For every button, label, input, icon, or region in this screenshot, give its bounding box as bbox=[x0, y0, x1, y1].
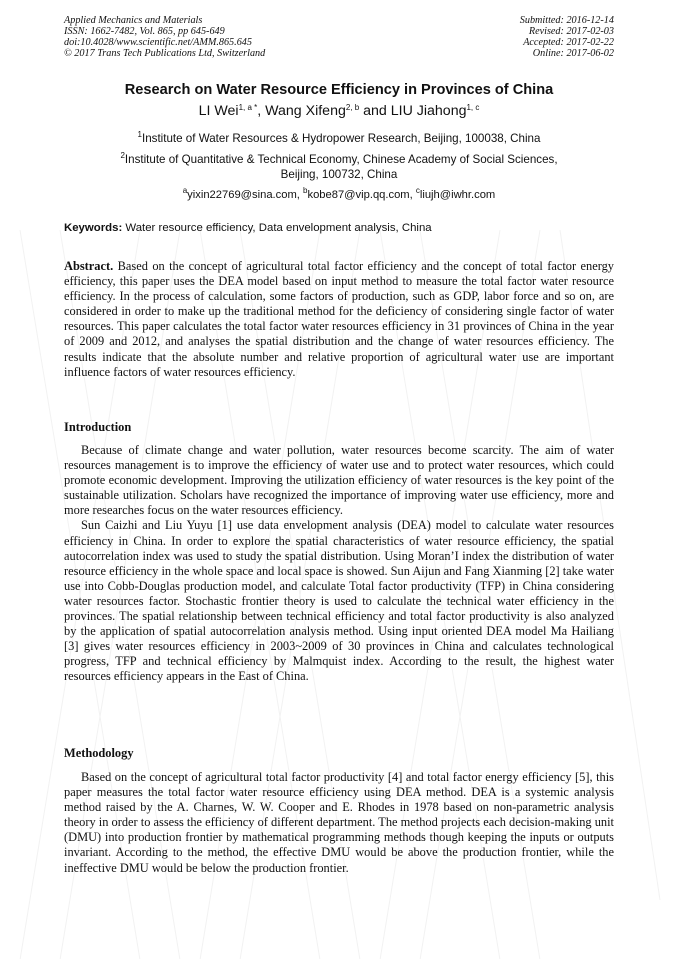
journal-name: Applied Mechanics and Materials bbox=[64, 15, 203, 26]
online-date: Online: 2017-06-02 bbox=[532, 48, 614, 59]
affiliation-2 bbox=[0, 152, 678, 182]
author-separator: and bbox=[359, 103, 391, 119]
author-separator: , bbox=[257, 103, 266, 119]
paper-title: Research on Water Resource Efficiency in Provinces of China bbox=[124, 82, 554, 98]
email-separator: , bbox=[296, 189, 304, 201]
revised-date: Revised: 2017-02-03 bbox=[528, 26, 614, 37]
abstract bbox=[64, 259, 614, 380]
author-superscript: 1, a * bbox=[238, 103, 258, 112]
section-heading-methodology: Methodology bbox=[64, 746, 134, 760]
affiliation-text: Beijing, 100732, China bbox=[280, 168, 398, 181]
abstract-label: Abstract. bbox=[64, 259, 114, 273]
journal-info bbox=[64, 15, 265, 59]
email-separator: , bbox=[409, 189, 416, 201]
keywords-line bbox=[64, 222, 624, 234]
keywords-text: Water resource efficiency, Data envelopment analysis, China bbox=[122, 222, 432, 234]
submitted-date: Submitted: 2016-12-14 bbox=[519, 15, 614, 26]
author-superscript: 2, b bbox=[345, 103, 360, 112]
author-name: LIU Jiahong bbox=[390, 103, 467, 119]
affiliation-1 bbox=[0, 131, 678, 146]
methodology-body bbox=[64, 770, 614, 876]
accepted-date: Accepted: 2017-02-22 bbox=[523, 37, 614, 48]
affiliation-text: Institute of Quantitative & Technical Economy, Chinese Academy of Social Sciences, bbox=[124, 153, 558, 166]
doi-line: doi:10.4028/www.scientific.net/AMM.865.645 bbox=[64, 37, 252, 48]
issn-line: ISSN: 1662-7482, Vol. 865, pp 645-649 bbox=[64, 26, 225, 37]
paragraph: Based on the concept of agricultural total factor productivity [4] and total factor energy efficiency [5], this paper measures the total factor water resource efficiency using DEA method. DEA is a systemic analysis method raised by the A. Charnes, W. W. Cooper and E. Rhodes in 1978 based on non-parametric analysis theory in order to assess the efficiency of different department. The method projects each decision-making unit (DMU) into production frontier by mathematical programming methods though keeping the inputs or outputs invariant. According to the method, the effective DMU would be above the production frontier, while the ineffective DMU would be below the production frontier. bbox=[64, 770, 614, 875]
author-superscript: 1, c bbox=[466, 103, 480, 112]
email-address[interactable]: liujh@iwhr.com bbox=[419, 189, 496, 201]
section-heading-introduction: Introduction bbox=[64, 420, 132, 434]
author-name: Wang Xifeng bbox=[265, 103, 346, 119]
affiliation-marker: 1 bbox=[137, 130, 142, 139]
abstract-text: Based on the concept of agricultural total factor efficiency and the concept of total factor energy efficiency, this paper uses the DEA model based on input method to measure the total factor water resource efficiency. In the process of calculation, some factors of production, such as GDP, labor force and so on, are considered in order to make up the traditional method for the deficiency of considering single factor of water resources. This paper calculates the total factor water resources efficiency in 31 provinces of China in the year of 2009 and 2012, and analyses the spatial distribution and the change of water resources efficiency. The results indicate that the absolute number and relative proportion of agricultural water use are important influence factors of water resources efficiency. bbox=[64, 259, 614, 379]
email-address[interactable]: kobe87@vip.qq.com bbox=[307, 189, 410, 201]
email-address[interactable]: yixin22769@sina.com bbox=[187, 189, 297, 201]
paragraph: Sun Caizhi and Liu Yuyu [1] use data envelopment analysis (DEA) model to calculate water resources efficiency in China. In order to explore the spatial characteristics of water resource efficiency, the spatial autocorrelation index was used to study the spatial distribution. Using Moran’I index the distribution of water resource efficiency in the whole space and local space is showed. Sun Aijun and Fang Xianming [2] take water use into Cobb-Douglas production model, and calculate Total factor productivity (TFP) in China considering water resources factor. Stochastic frontier theory is used to calculate the technical water efficiency in the provinces. The spatial relationship between technical efficiency and total factor productivity is also analyzed by the application of spatial autocorrelation analysis method. Using input oriented DEA model Ma Hailiang [3] gives water resources efficiency in 2003~2009 of 30 provinces in China and calculates technological progress, TFP and technical efficiency by Malmquist index. According to the result, the highest water resources efficiency appears in the East of China. bbox=[64, 518, 614, 684]
author-list bbox=[0, 103, 678, 119]
email-list bbox=[0, 186, 678, 201]
affiliation-marker: 2 bbox=[120, 151, 125, 160]
email-marker: c bbox=[415, 186, 420, 195]
email-marker: b bbox=[303, 186, 308, 195]
introduction-body bbox=[64, 443, 614, 685]
affiliation-text: Institute of Water Resources & Hydropower Research, Beijing, 100038, China bbox=[141, 132, 541, 145]
keywords-label: Keywords: bbox=[64, 222, 123, 234]
email-marker: a bbox=[182, 186, 188, 195]
author-name: LI Wei bbox=[198, 103, 239, 119]
dates-info bbox=[520, 15, 614, 59]
paragraph: Because of climate change and water pollution, water resources become scarcity. The aim of water resources management is to improve the efficiency of water use and to protect water resources, which could promote economic development. Improving the utilization efficiency of water resources is the key point of the sustainable utilization. Scholars have recognized the importance of improving water use efficiency, more and more researches focus on the water resources efficiency. bbox=[64, 443, 614, 518]
copyright-line: © 2017 Trans Tech Publications Ltd, Switzerland bbox=[64, 48, 266, 59]
